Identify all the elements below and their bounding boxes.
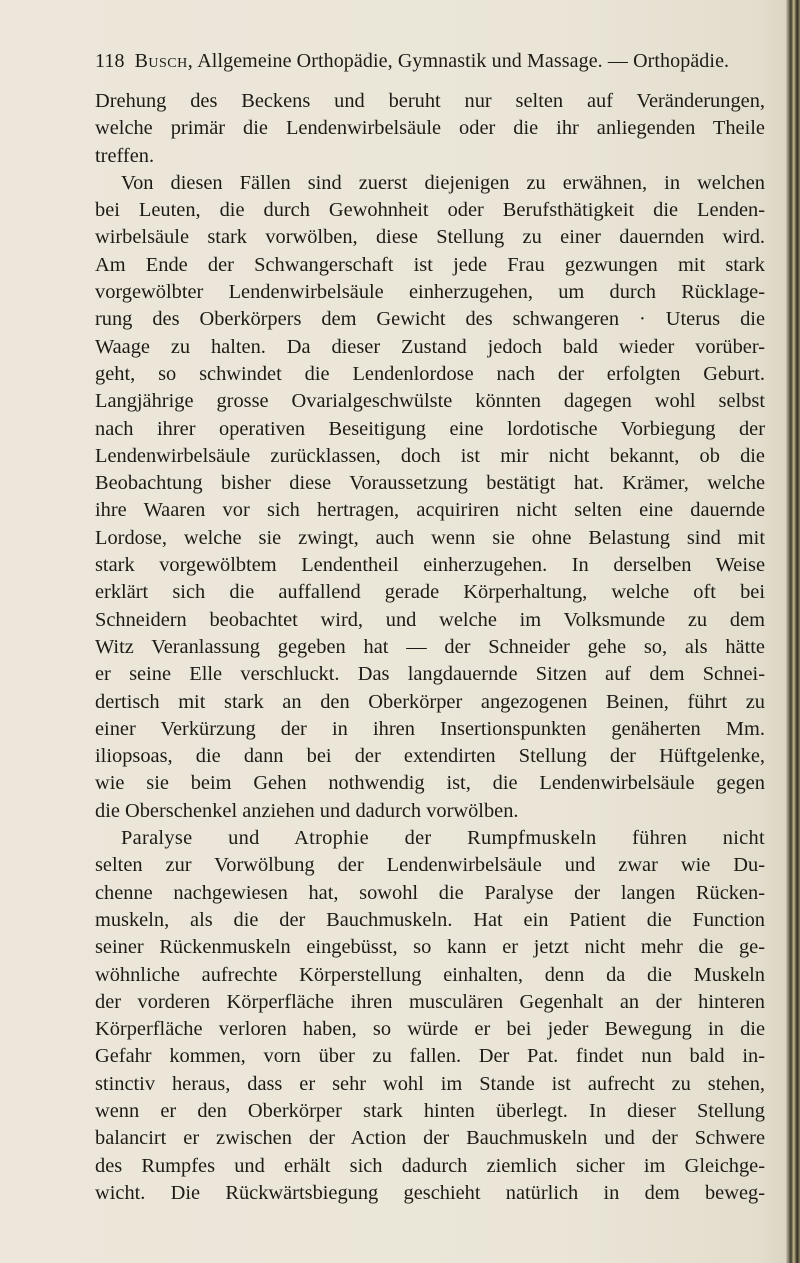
- text-line: der vorderen Körperfläche ihren musculären Gegenhalt an der hinteren: [95, 990, 765, 1013]
- text-line: stark vorgewölbtem Lendentheil einherzugehen. In derselben Weise: [95, 554, 765, 577]
- text-line: treffen.: [95, 144, 155, 167]
- text-line: Drehung des Beckens und beruht nur selten auf Veränderungen,: [95, 90, 765, 112]
- text-line: dertisch mit stark an den Oberkörper angezogenen Beinen, führt zu: [95, 690, 765, 713]
- text-line: wenn er den Oberkörper stark hinten überlegt. In dieser Stellung: [95, 1099, 765, 1122]
- text-line: stinctiv heraus, dass er sehr wohl im Stande ist aufrecht zu stehen,: [95, 1072, 765, 1095]
- text-line: die Oberschenkel anziehen und dadurch vorwölben.: [95, 799, 519, 822]
- text-line: Schneidern beobachtet wird, und welche im Volksmunde zu dem: [95, 608, 765, 631]
- text-line: vorgewölbter Lendenwirbelsäule einherzugehen, um durch Rücklage-: [95, 281, 765, 304]
- text-line: seiner Rückenmuskeln eingebüsst, so kann er jetzt nicht mehr die ge-: [95, 936, 765, 959]
- text-line: Am Ende der Schwangerschaft ist jede Frau gezwungen mit stark: [95, 253, 765, 276]
- text-line: muskeln, als die der Bauchmuskeln. Hat ein Patient die Function: [95, 908, 765, 931]
- text-line: Körperfläche verloren haben, so würde er bei jeder Bewegung in die: [95, 1018, 765, 1041]
- header-author: Busch,: [134, 50, 194, 72]
- text-line: Paralyse und Atrophie der Rumpfmuskeln führen nicht: [121, 827, 765, 850]
- text-line: balancirt er zwischen der Action der Bauchmuskeln und der Schwere: [95, 1127, 765, 1150]
- text-line: welche primär die Lendenwirbelsäule oder die ihr anliegenden Theile: [95, 117, 765, 140]
- text-line: Lordose, welche sie zwingt, auch wenn sie ohne Belastung sind mit: [95, 526, 765, 549]
- text-line: Beobachtung bisher diese Voraussetzung bestätigt hat. Krämer, welche: [95, 472, 765, 495]
- text-line: selten zur Vorwölbung der Lendenwirbelsäule und zwar wie Du-: [95, 854, 765, 877]
- text-line: Langjährige grosse Ovarialgeschwülste könnten dagegen wohl selbst: [95, 390, 765, 413]
- header-title: Allgemeine Orthopädie, Gymnastik und Massage. — Orthopädie.: [197, 50, 730, 72]
- text-line: ihre Waaren vor sich hertragen, acquiriren nicht selten eine dauernde: [95, 499, 765, 522]
- text-line: chenne nachgewiesen hat, sowohl die Paralyse der langen Rücken-: [95, 881, 765, 904]
- text-line: Gefahr kommen, vorn über zu fallen. Der Pat. findet nun bald in-: [95, 1045, 765, 1068]
- page-edge: [786, 0, 800, 1263]
- text-line: Lendenwirbelsäule zurücklassen, doch ist mir nicht bekannt, ob die: [95, 444, 765, 467]
- text-line: Waage zu halten. Da dieser Zustand jedoch bald wieder vorüber-: [95, 335, 765, 358]
- text-line: wöhnliche aufrechte Körperstellung einhalten, denn da die Muskeln: [95, 963, 765, 986]
- text-line: wirbelsäule stark vorwölben, diese Stellung zu einer dauernden wird.: [95, 226, 765, 249]
- text-line: bei Leuten, die durch Gewohnheit oder Berufsthätigkeit die Lenden-: [95, 199, 765, 222]
- text-line: wie sie beim Gehen nothwendig ist, die Lendenwirbelsäule gegen: [95, 772, 765, 795]
- text-line: erklärt sich die auffallend gerade Körperhaltung, welche oft bei: [95, 581, 765, 604]
- text-line: geht, so schwindet die Lendenlordose nach der erfolgten Geburt.: [95, 362, 765, 385]
- text-line: einer Verkürzung der in ihren Insertionspunkten genäherten Mm.: [95, 717, 765, 740]
- text-line: nach ihrer operativen Beseitigung eine lordotische Vorbiegung der: [95, 417, 765, 440]
- text-line: iliopsoas, die dann bei der extendirten Stellung der Hüftgelenke,: [95, 745, 765, 768]
- text-line: Witz Veranlassung gegeben hat — der Schneider gehe so, als hätte: [95, 635, 765, 658]
- running-header: [95, 46, 765, 76]
- body-text: [95, 88, 765, 1207]
- text-line: wicht. Die Rückwärtsbiegung geschieht natürlich in dem beweg-: [95, 1181, 765, 1204]
- text-line: rung des Oberkörpers dem Gewicht des schwangeren · Uterus die: [95, 308, 765, 331]
- page-number: 118: [95, 50, 125, 72]
- text-line: Von diesen Fällen sind zuerst diejenigen zu erwähnen, in welchen: [121, 171, 765, 194]
- text-line: er seine Elle verschluckt. Das langdauernde Sitzen auf dem Schnei-: [95, 663, 765, 686]
- text-line: des Rumpfes und erhält sich dadurch ziemlich sicher im Gleichge-: [95, 1154, 765, 1177]
